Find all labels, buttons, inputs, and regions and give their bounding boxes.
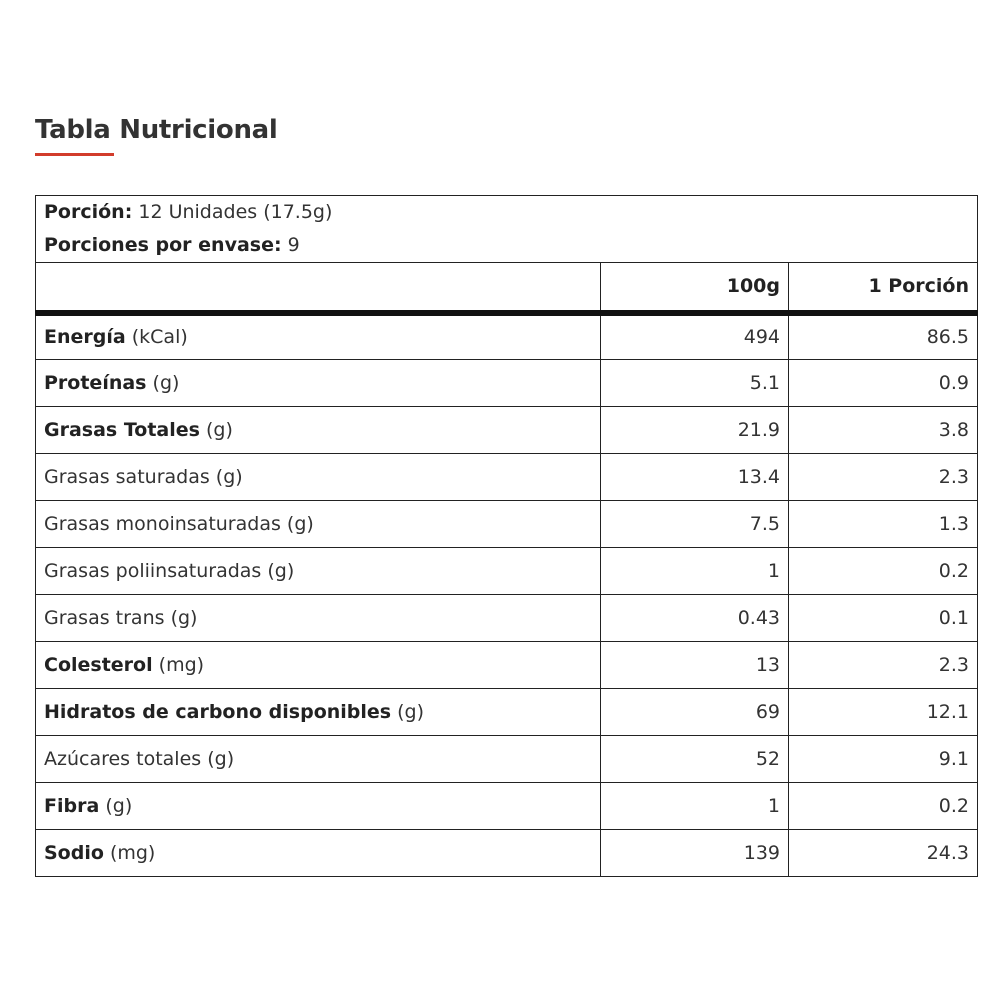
nutrient-row (36, 783, 978, 830)
nutrient-label-cell (36, 501, 601, 548)
nutrient-name: Grasas trans (44, 607, 165, 629)
nutrient-name: Energía (44, 326, 126, 349)
nutrient-unit: (g) (170, 607, 198, 629)
value-per-portion: 24.3 (789, 830, 978, 877)
nutrient-unit: (g) (207, 748, 235, 770)
serving-info-cell (36, 196, 978, 263)
nutrient-name: Grasas Totales (44, 419, 200, 441)
nutrient-label-cell (36, 783, 601, 830)
value-per-portion: 3.8 (789, 407, 978, 454)
value-per-portion: 0.2 (789, 783, 978, 830)
value-per-portion: 9.1 (789, 736, 978, 783)
nutrient-name: Grasas saturadas (44, 466, 210, 488)
nutrient-label-cell (36, 360, 601, 407)
title-underline (35, 153, 114, 156)
nutrient-row (36, 736, 978, 783)
nutrient-name: Hidratos de carbono disponibles (44, 701, 392, 723)
value-per-portion: 0.9 (789, 360, 978, 407)
nutrient-unit: (mg) (158, 654, 205, 676)
nutrient-unit: (g) (215, 466, 243, 488)
portion-label: Porción: (44, 201, 133, 223)
servings-per-container-value: 9 (287, 234, 300, 256)
nutrient-row (36, 454, 978, 501)
nutrient-row (36, 407, 978, 454)
nutrient-unit: (g) (267, 560, 295, 582)
value-per-100g: 494 (601, 313, 789, 360)
nutrient-label-cell (36, 407, 601, 454)
nutrient-label-cell (36, 689, 601, 736)
value-per-portion: 1.3 (789, 501, 978, 548)
nutrient-label-cell (36, 454, 601, 501)
value-per-100g: 1 (601, 783, 789, 830)
nutrition-table (35, 195, 978, 877)
value-per-100g: 21.9 (601, 407, 789, 454)
nutrient-unit: (mg) (109, 842, 156, 864)
value-per-portion: 2.3 (789, 642, 978, 689)
nutrient-name: Fibra (44, 795, 100, 817)
value-per-portion: 0.1 (789, 595, 978, 642)
value-per-100g: 52 (601, 736, 789, 783)
value-per-portion: 0.2 (789, 548, 978, 595)
servings-per-container-line (44, 229, 969, 262)
nutrient-label-cell (36, 595, 601, 642)
nutrient-name: Grasas monoinsaturadas (44, 513, 281, 535)
nutrient-name: Sodio (44, 842, 104, 864)
nutrient-rows (36, 313, 978, 877)
nutrient-row (36, 595, 978, 642)
nutrient-row (36, 689, 978, 736)
column-header-row (36, 263, 978, 313)
nutrient-name: Proteínas (44, 372, 147, 394)
header-per-portion: 1 Porción (789, 263, 978, 313)
value-per-portion: 86.5 (789, 313, 978, 360)
nutrient-unit: (g) (105, 795, 133, 817)
header-per-100g: 100g (601, 263, 789, 313)
nutrient-label-cell (36, 736, 601, 783)
nutrient-label-cell (36, 313, 601, 360)
value-per-100g: 13 (601, 642, 789, 689)
value-per-portion: 2.3 (789, 454, 978, 501)
nutrient-row (36, 501, 978, 548)
nutrient-label-cell (36, 642, 601, 689)
value-per-100g: 13.4 (601, 454, 789, 501)
value-per-100g: 139 (601, 830, 789, 877)
value-per-100g: 5.1 (601, 360, 789, 407)
nutrient-row (36, 830, 978, 877)
nutrient-row (36, 548, 978, 595)
nutrient-row (36, 360, 978, 407)
nutrient-name: Grasas poliinsaturadas (44, 560, 262, 582)
serving-info-row (36, 196, 978, 263)
nutrient-unit: (g) (286, 513, 314, 535)
servings-per-container-label: Porciones por envase: (44, 234, 282, 256)
nutrient-row (36, 313, 978, 360)
nutrient-row (36, 642, 978, 689)
nutrient-label-cell (36, 830, 601, 877)
portion-value: 12 Unidades (17.5g) (138, 201, 333, 223)
nutrient-unit: (g) (152, 372, 180, 394)
nutrient-name: Azúcares totales (44, 748, 202, 770)
value-per-portion: 12.1 (789, 689, 978, 736)
nutrient-unit: (kCal) (131, 326, 188, 349)
value-per-100g: 69 (601, 689, 789, 736)
page-title: Tabla Nutricional (35, 115, 278, 145)
header-blank (36, 263, 601, 313)
nutrient-unit: (g) (397, 701, 425, 723)
nutrient-unit: (g) (206, 419, 233, 441)
nutrient-name: Colesterol (44, 654, 153, 676)
portion-line (44, 196, 969, 229)
value-per-100g: 1 (601, 548, 789, 595)
value-per-100g: 0.43 (601, 595, 789, 642)
value-per-100g: 7.5 (601, 501, 789, 548)
nutrient-label-cell (36, 548, 601, 595)
